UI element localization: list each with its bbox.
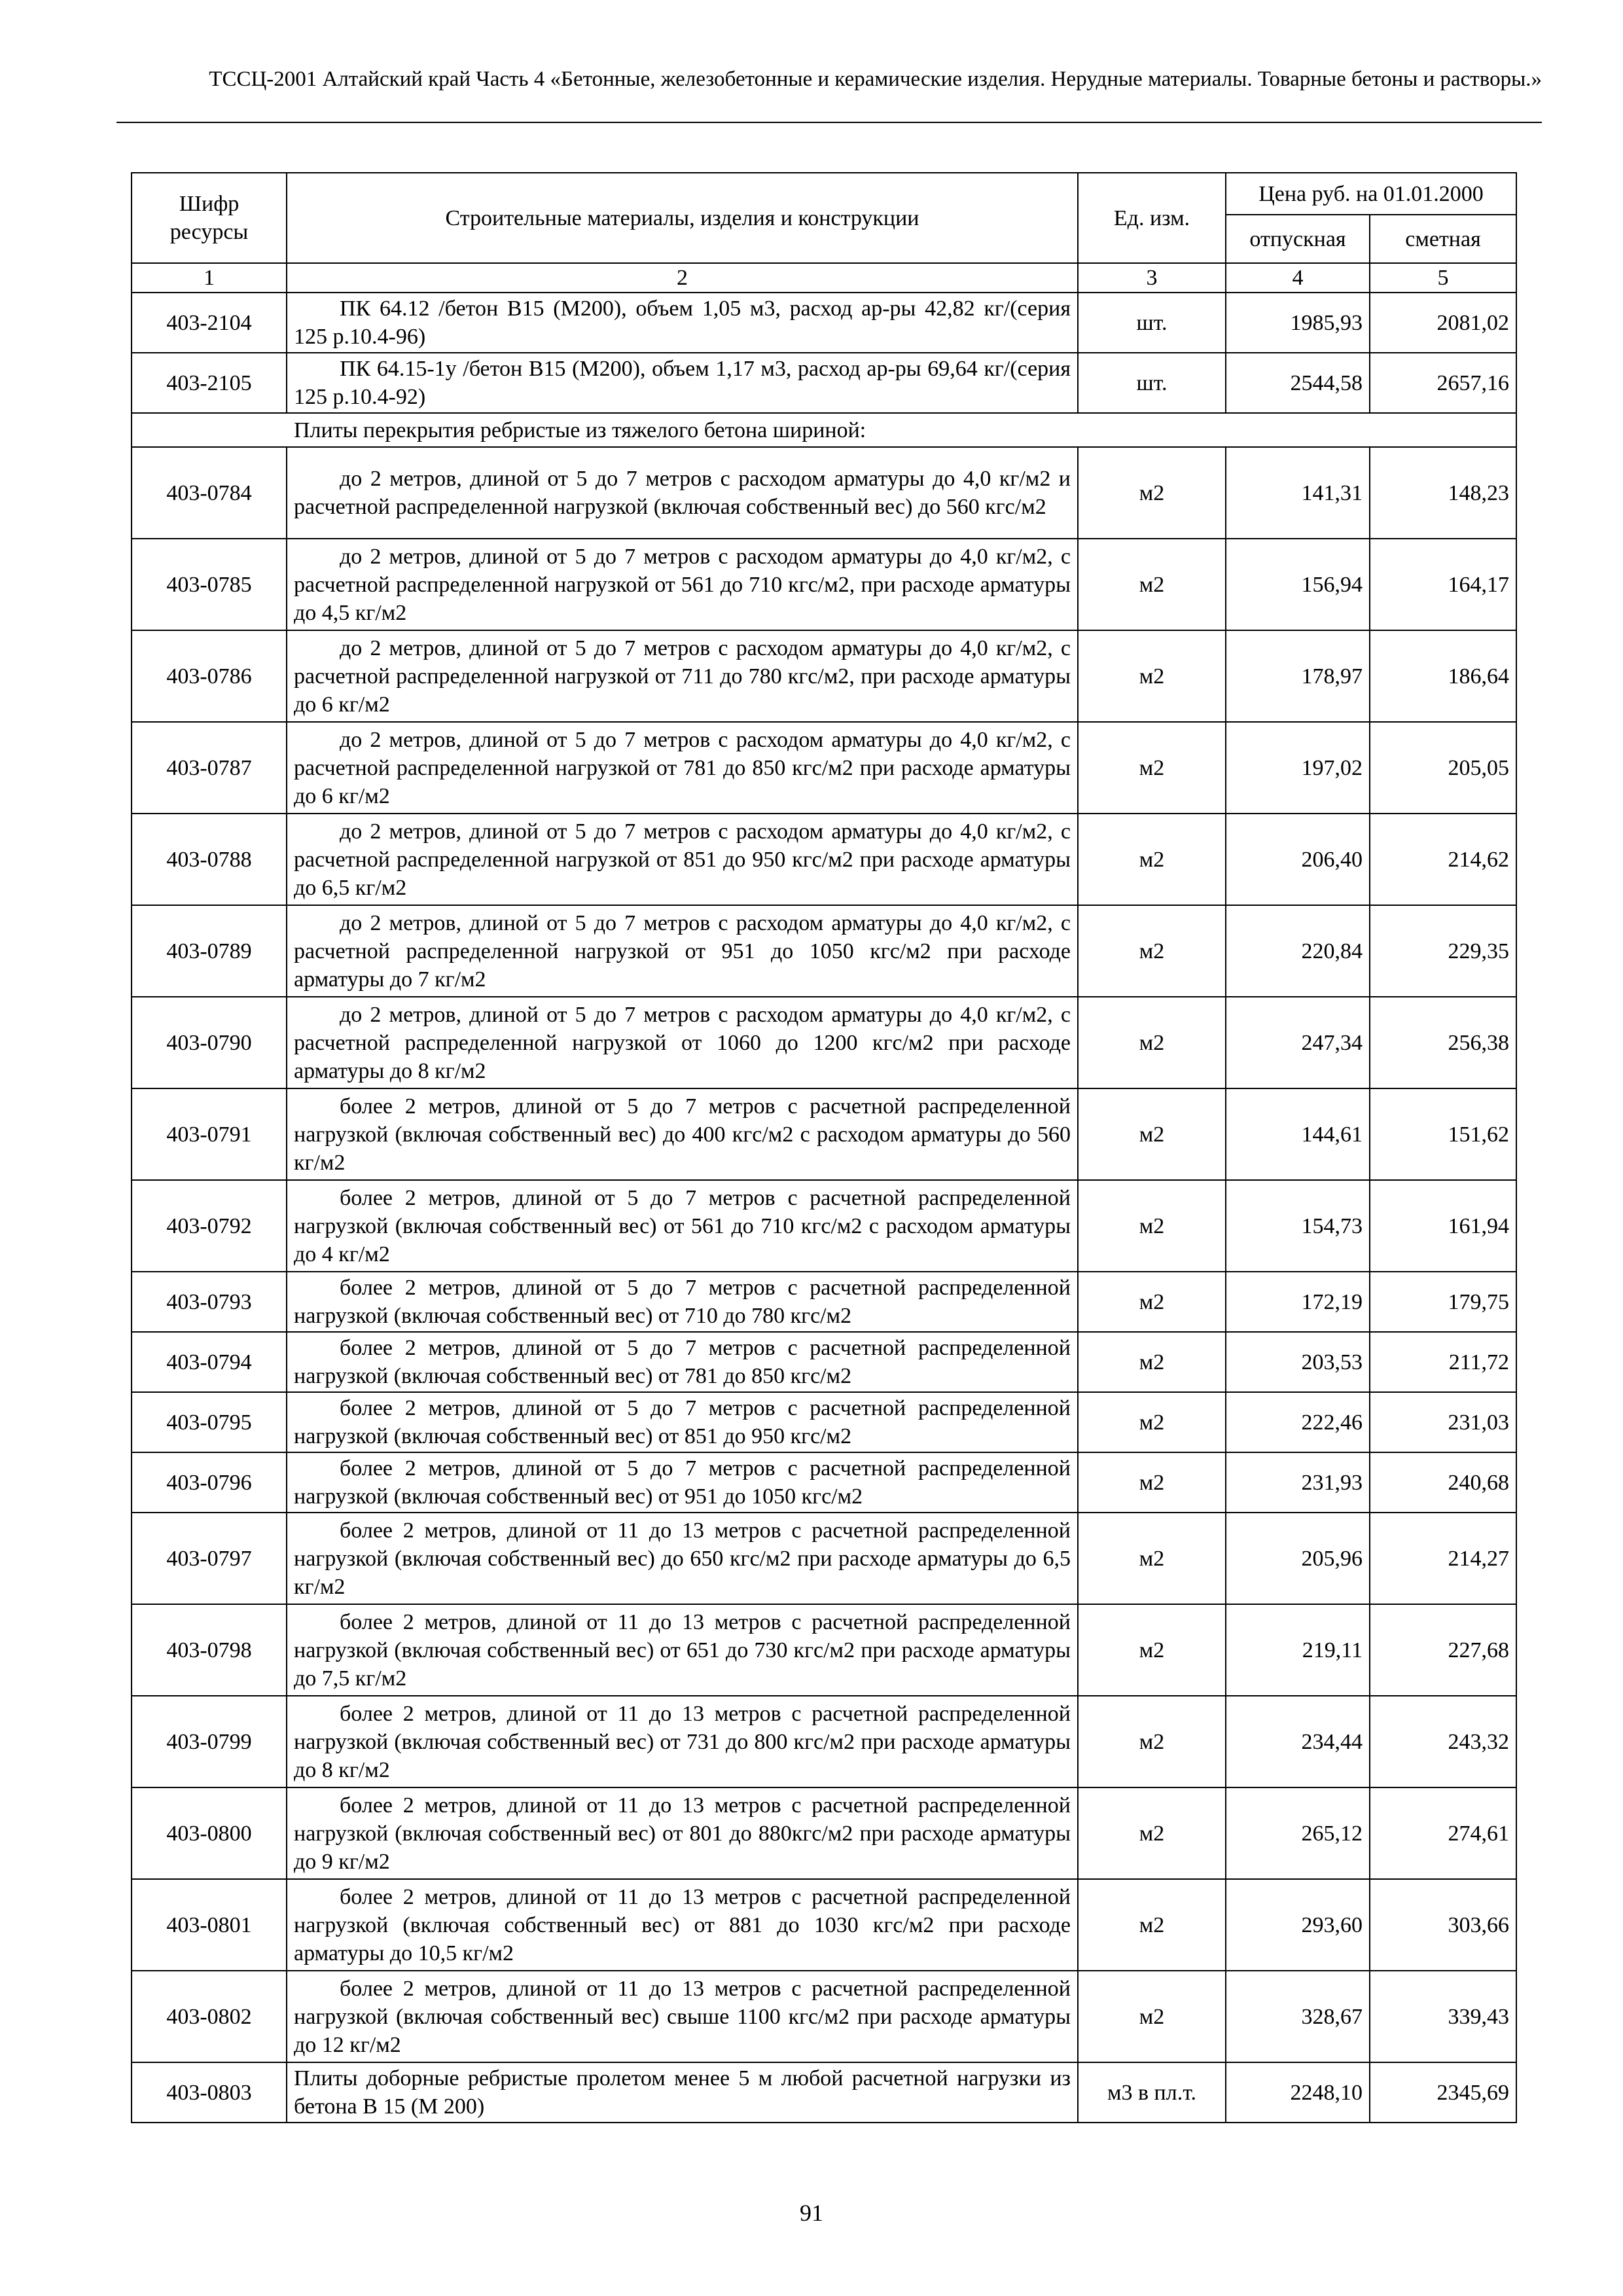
unit: м2 bbox=[1078, 1604, 1226, 1696]
price-estimate: 214,27 bbox=[1370, 1513, 1516, 1604]
table-row bbox=[132, 1787, 1516, 1879]
price-estimate: 205,05 bbox=[1370, 722, 1516, 814]
material-name: более 2 метров, длиной от 11 до 13 метров с расчетной распределенной нагрузкой (включая собственный вес) свыше 1100 кгс/м2 при расходе арматуры до 12 кг/м2 bbox=[287, 1971, 1078, 2062]
resource-code: 403-0800 bbox=[132, 1787, 287, 1879]
resource-code: 403-0790 bbox=[132, 997, 287, 1088]
table-row bbox=[132, 1392, 1516, 1452]
unit: м2 bbox=[1078, 722, 1226, 814]
unit: м2 bbox=[1078, 1392, 1226, 1452]
column-number: 1 bbox=[132, 263, 287, 293]
price-estimate: 303,66 bbox=[1370, 1879, 1516, 1971]
col-price-group-header: Цена руб. на 01.01.2000 bbox=[1226, 173, 1516, 215]
price-estimate: 229,35 bbox=[1370, 905, 1516, 997]
material-name: до 2 метров, длиной от 5 до 7 метров с расходом арматуры до 4,0 кг/м2, с расчетной распределенной нагрузкой от 951 до 1050 кгс/м2 при расходе арматуры до 7 кг/м2 bbox=[287, 905, 1078, 997]
resource-code: 403-2105 bbox=[132, 353, 287, 413]
material-name: до 2 метров, длиной от 5 до 7 метров с расходом арматуры до 4,0 кг/м2, с расчетной распределенной нагрузкой от 1060 до 1200 кгс/м2 при расходе арматуры до 8 кг/м2 bbox=[287, 997, 1078, 1088]
table-row bbox=[132, 905, 1516, 997]
category-row bbox=[132, 413, 1516, 447]
unit: м2 bbox=[1078, 1452, 1226, 1513]
col-estimate-header: сметная bbox=[1370, 215, 1516, 263]
price-estimate: 151,62 bbox=[1370, 1088, 1516, 1180]
unit: м2 bbox=[1078, 447, 1226, 539]
table-row bbox=[132, 997, 1516, 1088]
column-number: 4 bbox=[1226, 263, 1370, 293]
unit: м2 bbox=[1078, 1879, 1226, 1971]
unit: м2 bbox=[1078, 1088, 1226, 1180]
col-release-header: отпускная bbox=[1226, 215, 1370, 263]
price-estimate: 179,75 bbox=[1370, 1272, 1516, 1332]
column-number: 5 bbox=[1370, 263, 1516, 293]
price-release: 1985,93 bbox=[1226, 293, 1370, 353]
material-name: более 2 метров, длиной от 5 до 7 метров с расчетной распределенной нагрузкой (включая собственный вес) до 400 кгс/м2 с расходом арматуры до 560 кг/м2 bbox=[287, 1088, 1078, 1180]
resource-code: 403-0787 bbox=[132, 722, 287, 814]
price-release: 220,84 bbox=[1226, 905, 1370, 997]
table-row bbox=[132, 1971, 1516, 2062]
price-estimate: 211,72 bbox=[1370, 1332, 1516, 1392]
resource-code: 403-0788 bbox=[132, 814, 287, 905]
material-name: более 2 метров, длиной от 5 до 7 метров с расчетной распределенной нагрузкой (включая собственный вес) от 951 до 1050 кгс/м2 bbox=[287, 1452, 1078, 1513]
price-table bbox=[131, 172, 1517, 2123]
price-estimate: 214,62 bbox=[1370, 814, 1516, 905]
table-row bbox=[132, 447, 1516, 539]
resource-code: 403-0785 bbox=[132, 539, 287, 630]
price-release: 222,46 bbox=[1226, 1392, 1370, 1452]
unit: м2 bbox=[1078, 1513, 1226, 1604]
unit: м2 bbox=[1078, 1971, 1226, 2062]
category-label: Плиты перекрытия ребристые из тяжелого бетона шириной: bbox=[132, 413, 1516, 447]
resource-code: 403-0791 bbox=[132, 1088, 287, 1180]
price-release: 203,53 bbox=[1226, 1332, 1370, 1392]
resource-code: 403-2104 bbox=[132, 293, 287, 353]
unit: м2 bbox=[1078, 997, 1226, 1088]
price-estimate: 339,43 bbox=[1370, 1971, 1516, 2062]
table-row bbox=[132, 353, 1516, 413]
resource-code: 403-0784 bbox=[132, 447, 287, 539]
unit: шт. bbox=[1078, 293, 1226, 353]
price-estimate: 240,68 bbox=[1370, 1452, 1516, 1513]
unit: м2 bbox=[1078, 814, 1226, 905]
resource-code: 403-0795 bbox=[132, 1392, 287, 1452]
price-release: 197,02 bbox=[1226, 722, 1370, 814]
material-name: до 2 метров, длиной от 5 до 7 метров с расходом арматуры до 4,0 кг/м2 и расчетной распределенной нагрузкой (включая собственный вес) до 560 кгс/м2 bbox=[287, 447, 1078, 539]
price-estimate: 2081,02 bbox=[1370, 293, 1516, 353]
table-header-row bbox=[132, 173, 1516, 215]
unit: шт. bbox=[1078, 353, 1226, 413]
table-row bbox=[132, 630, 1516, 722]
unit: м2 bbox=[1078, 1272, 1226, 1332]
resource-code: 403-0798 bbox=[132, 1604, 287, 1696]
price-release: 231,93 bbox=[1226, 1452, 1370, 1513]
price-estimate: 274,61 bbox=[1370, 1787, 1516, 1879]
material-name: ПК 64.12 /бетон В15 (М200), объем 1,05 м3, расход ар-ры 42,82 кг/(серия 125 р.10.4-96) bbox=[287, 293, 1078, 353]
price-estimate: 256,38 bbox=[1370, 997, 1516, 1088]
price-estimate: 2657,16 bbox=[1370, 353, 1516, 413]
table-row bbox=[132, 1088, 1516, 1180]
price-estimate: 186,64 bbox=[1370, 630, 1516, 722]
resource-code: 403-0792 bbox=[132, 1180, 287, 1272]
table-row bbox=[132, 722, 1516, 814]
material-name: до 2 метров, длиной от 5 до 7 метров с расходом арматуры до 4,0 кг/м2, с расчетной распределенной нагрузкой от 851 до 950 кгс/м2 при расходе арматуры до 6,5 кг/м2 bbox=[287, 814, 1078, 905]
price-estimate: 227,68 bbox=[1370, 1604, 1516, 1696]
resource-code: 403-0799 bbox=[132, 1696, 287, 1787]
price-release: 206,40 bbox=[1226, 814, 1370, 905]
material-name: до 2 метров, длиной от 5 до 7 метров с расходом арматуры до 4,0 кг/м2, с расчетной распределенной нагрузкой от 711 до 780 кгс/м2, при расходе арматуры до 6 кг/м2 bbox=[287, 630, 1078, 722]
material-name: более 2 метров, длиной от 11 до 13 метров с расчетной распределенной нагрузкой (включая собственный вес) от 881 до 1030 кгс/м2 при расходе арматуры до 10,5 кг/м2 bbox=[287, 1879, 1078, 1971]
header-rule bbox=[116, 122, 1542, 123]
material-name: более 2 метров, длиной от 11 до 13 метров с расчетной распределенной нагрузкой (включая собственный вес) от 731 до 800 кгс/м2 при расходе арматуры до 8 кг/м2 bbox=[287, 1696, 1078, 1787]
unit: м3 в пл.т. bbox=[1078, 2062, 1226, 2123]
price-release: 178,97 bbox=[1226, 630, 1370, 722]
unit: м2 bbox=[1078, 630, 1226, 722]
material-name: более 2 метров, длиной от 5 до 7 метров с расчетной распределенной нагрузкой (включая собственный вес) от 781 до 850 кгс/м2 bbox=[287, 1332, 1078, 1392]
material-name: более 2 метров, длиной от 11 до 13 метров с расчетной распределенной нагрузкой (включая собственный вес) до 650 кгс/м2 при расходе арматуры до 6,5 кг/м2 bbox=[287, 1513, 1078, 1604]
material-name: более 2 метров, длиной от 5 до 7 метров с расчетной распределенной нагрузкой (включая собственный вес) от 561 до 710 кгс/м2 с расходом арматуры до 4 кг/м2 bbox=[287, 1180, 1078, 1272]
price-release: 234,44 bbox=[1226, 1696, 1370, 1787]
resource-code: 403-0794 bbox=[132, 1332, 287, 1392]
price-release: 141,31 bbox=[1226, 447, 1370, 539]
price-estimate: 164,17 bbox=[1370, 539, 1516, 630]
unit: м2 bbox=[1078, 1787, 1226, 1879]
col-name-header: Строительные материалы, изделия и конструкции bbox=[287, 173, 1078, 263]
material-name: до 2 метров, длиной от 5 до 7 метров с расходом арматуры до 4,0 кг/м2, с расчетной распределенной нагрузкой от 561 до 710 кгс/м2, при расходе арматуры до 4,5 кг/м2 bbox=[287, 539, 1078, 630]
price-estimate: 243,32 bbox=[1370, 1696, 1516, 1787]
table-row bbox=[132, 1332, 1516, 1392]
page-number: 91 bbox=[800, 2200, 823, 2226]
table-row bbox=[132, 1604, 1516, 1696]
price-release: 156,94 bbox=[1226, 539, 1370, 630]
col-code-header: Шифр ресурсы bbox=[132, 173, 287, 263]
column-number-row bbox=[132, 263, 1516, 293]
price-release: 247,34 bbox=[1226, 997, 1370, 1088]
table-row bbox=[132, 1879, 1516, 1971]
price-release: 293,60 bbox=[1226, 1879, 1370, 1971]
price-release: 328,67 bbox=[1226, 1971, 1370, 2062]
resource-code: 403-0802 bbox=[132, 1971, 287, 2062]
material-name: Плиты доборные ребристые пролетом менее 5 м любой расчетной нагрузки из бетона В 15 (М 200) bbox=[287, 2062, 1078, 2123]
table-row bbox=[132, 293, 1516, 353]
table-row bbox=[132, 1180, 1516, 1272]
page-header: ТССЦ-2001 Алтайский край Часть 4 «Бетонные, железобетонные и керамические изделия. Нерудные материалы. Товарные бетоны и растворы.» bbox=[209, 67, 1542, 91]
price-release: 2544,58 bbox=[1226, 353, 1370, 413]
table-row bbox=[132, 1452, 1516, 1513]
resource-code: 403-0793 bbox=[132, 1272, 287, 1332]
price-release: 172,19 bbox=[1226, 1272, 1370, 1332]
unit: м2 bbox=[1078, 1180, 1226, 1272]
unit: м2 bbox=[1078, 539, 1226, 630]
table-row bbox=[132, 1272, 1516, 1332]
material-name: более 2 метров, длиной от 11 до 13 метров с расчетной распределенной нагрузкой (включая собственный вес) от 801 до 880кгс/м2 при расходе арматуры до 9 кг/м2 bbox=[287, 1787, 1078, 1879]
price-release: 144,61 bbox=[1226, 1088, 1370, 1180]
price-estimate: 161,94 bbox=[1370, 1180, 1516, 1272]
material-name: более 2 метров, длиной от 5 до 7 метров с расчетной распределенной нагрузкой (включая собственный вес) от 710 до 780 кгс/м2 bbox=[287, 1272, 1078, 1332]
table-row bbox=[132, 814, 1516, 905]
material-name: ПК 64.15-1у /бетон В15 (М200), объем 1,17 м3, расход ар-ры 69,64 кг/(серия 125 р.10.4-92) bbox=[287, 353, 1078, 413]
unit: м2 bbox=[1078, 1696, 1226, 1787]
column-number: 2 bbox=[287, 263, 1078, 293]
resource-code: 403-0789 bbox=[132, 905, 287, 997]
material-name: более 2 метров, длиной от 5 до 7 метров с расчетной распределенной нагрузкой (включая собственный вес) от 851 до 950 кгс/м2 bbox=[287, 1392, 1078, 1452]
price-release: 154,73 bbox=[1226, 1180, 1370, 1272]
table-row bbox=[132, 1696, 1516, 1787]
resource-code: 403-0796 bbox=[132, 1452, 287, 1513]
price-release: 2248,10 bbox=[1226, 2062, 1370, 2123]
price-estimate: 231,03 bbox=[1370, 1392, 1516, 1452]
unit: м2 bbox=[1078, 905, 1226, 997]
table-row bbox=[132, 539, 1516, 630]
material-name: до 2 метров, длиной от 5 до 7 метров с расходом арматуры до 4,0 кг/м2, с расчетной распределенной нагрузкой от 781 до 850 кгс/м2 при расходе арматуры до 6 кг/м2 bbox=[287, 722, 1078, 814]
col-unit-header: Ед. изм. bbox=[1078, 173, 1226, 263]
price-estimate: 2345,69 bbox=[1370, 2062, 1516, 2123]
price-release: 205,96 bbox=[1226, 1513, 1370, 1604]
material-name: более 2 метров, длиной от 11 до 13 метров с расчетной распределенной нагрузкой (включая собственный вес) от 651 до 730 кгс/м2 при расходе арматуры до 7,5 кг/м2 bbox=[287, 1604, 1078, 1696]
table-row bbox=[132, 1513, 1516, 1604]
price-estimate: 148,23 bbox=[1370, 447, 1516, 539]
price-release: 265,12 bbox=[1226, 1787, 1370, 1879]
unit: м2 bbox=[1078, 1332, 1226, 1392]
column-number: 3 bbox=[1078, 263, 1226, 293]
resource-code: 403-0797 bbox=[132, 1513, 287, 1604]
resource-code: 403-0803 bbox=[132, 2062, 287, 2123]
table-row bbox=[132, 2062, 1516, 2123]
resource-code: 403-0801 bbox=[132, 1879, 287, 1971]
price-release: 219,11 bbox=[1226, 1604, 1370, 1696]
resource-code: 403-0786 bbox=[132, 630, 287, 722]
